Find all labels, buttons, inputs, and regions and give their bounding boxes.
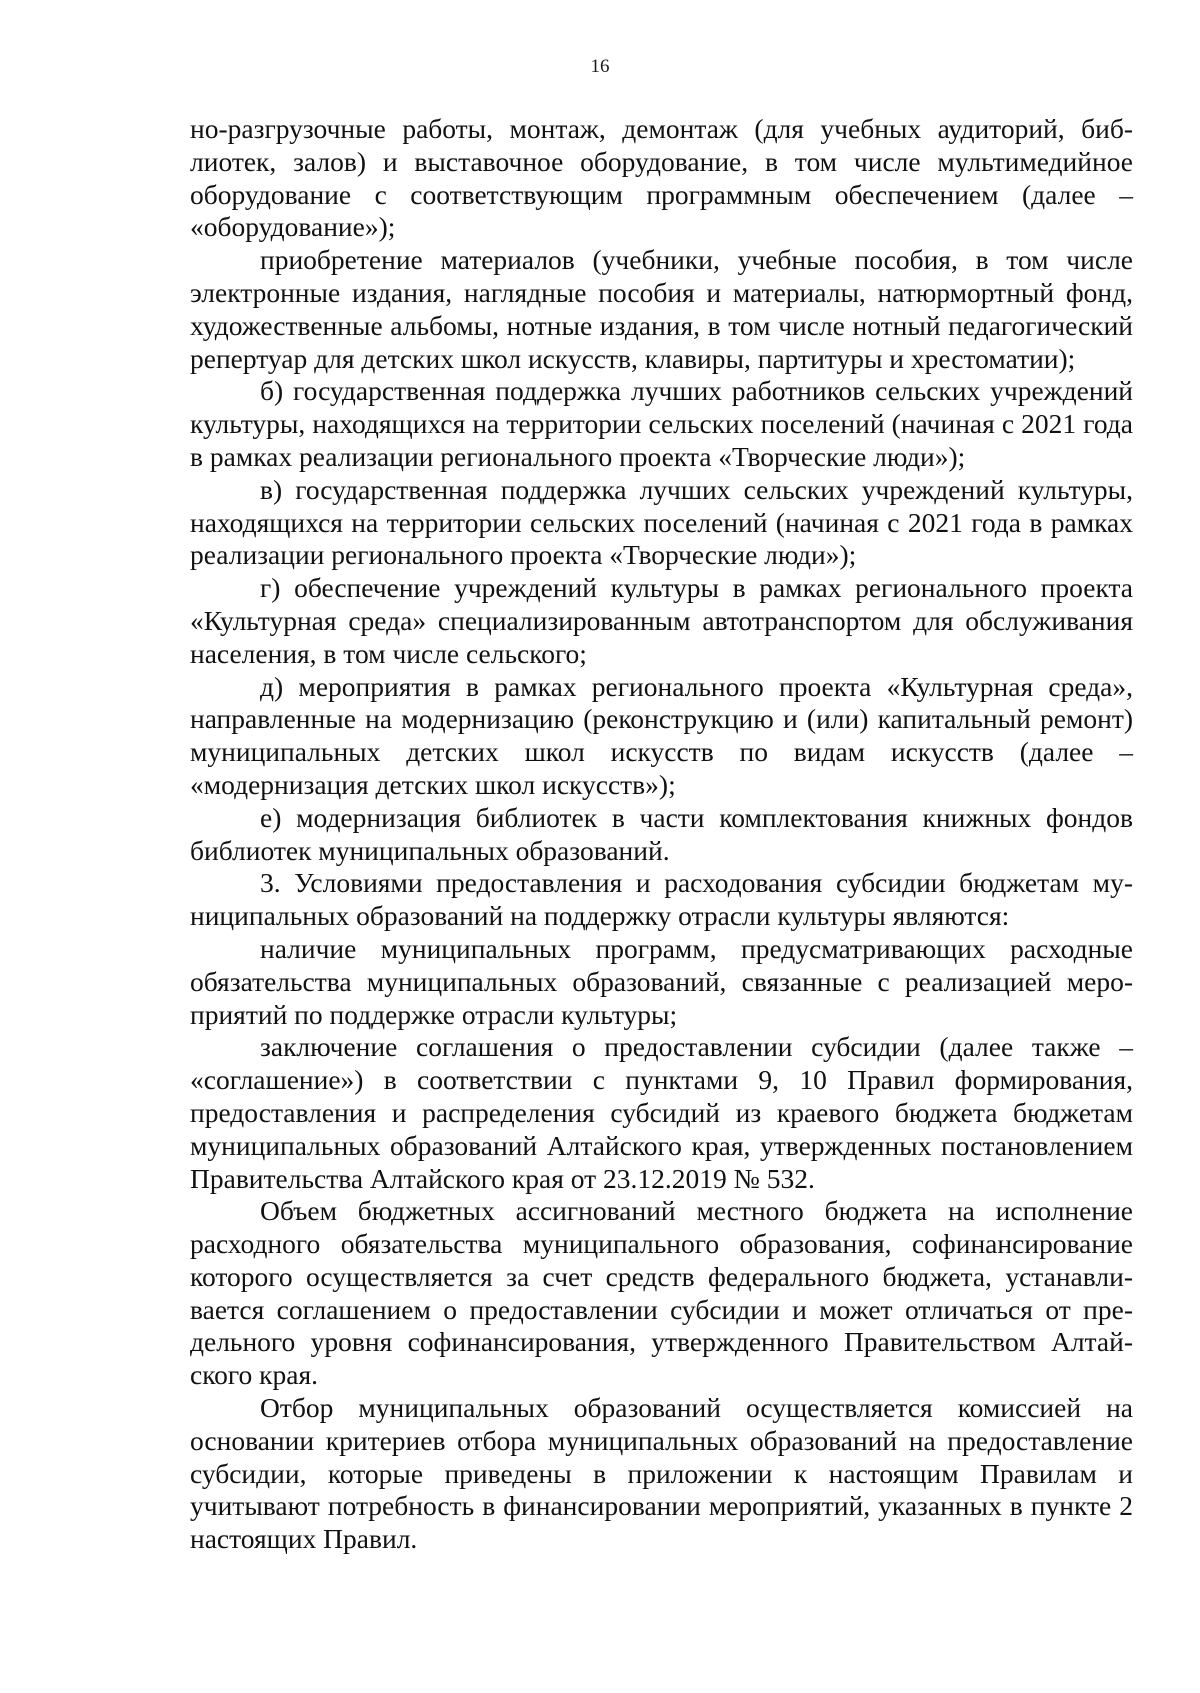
paragraph-item-b: б) государственная поддержка лучших работников сельских учреждений культуры, находящихся на территории сельских поселений (начиная с 2021 года в рамках реализации регионального проекта «Творческие люди»); xyxy=(190,375,1133,472)
paragraph-programs: наличие муниципальных программ, предусматривающих расходные обязательства муниципальных образований, связанные с реализацией мероприятий по поддержке отрасли культуры; xyxy=(190,932,1133,1030)
paragraph-budget-volume: Объем бюджетных ассигнований местного бюджета на исполнение расходного обязательства муниципального образования, софинансирование которого осуществляется за счет средств федерального бюджета, устанавливается соглашением о предоставлении субсидии и может отличаться от предельного уровня софинансирования, утвержденного Правительством Алтайского края. xyxy=(190,1195,1133,1391)
paragraph-item-v: в) государственная поддержка лучших сельских учреждений культуры, находящихся на территории сельских поселений (начиная с 2021 года в рамках реализации регионального проекта «Творческие люди»); xyxy=(190,473,1133,571)
document-body xyxy=(190,113,1133,1556)
paragraph-section-3: 3. Условиями предоставления и расходования субсидии бюджетам муниципальных образований на поддержку отрасли культуры являются: xyxy=(190,867,1133,932)
paragraph-materials: приобретение материалов (учебники, учебные пособия, в том числе электронные издания, наглядные пособия и материалы, натюрмортный фонд, художественные альбомы, нотные издания, в том числе нотный педагогический репертуар для детских школ искусств, клавиры, партитуры и хрестоматии); xyxy=(190,244,1133,374)
paragraph-item-g: г) обеспечение учреждений культуры в рамках регионального проекта «Культурная среда» специализированным автотранспортом для обслуживания населения, в том числе сельского; xyxy=(190,572,1133,669)
paragraph-item-d: д) мероприятия в рамках регионального проекта «Культурная среда», направленные на модернизацию (реконструкцию и (или) капитальный ремонт) муниципальных детских школ искусств по видам искусств (далее – «модернизация детских школ искусств»); xyxy=(190,670,1133,800)
paragraph-item-e: е) модернизация библиотек в части комплектования книжных фондов библиотек муниципальных образований. xyxy=(190,801,1133,866)
paragraph-selection: Отбор муниципальных образований осуществляется комиссией на основании критериев отбора муниципальных образований на предоставление субсидии, которые приведены в приложении к настоящим Правилам и учитывают потребность в финансировании мероприятий, указанных в пункте 2 настоящих Правил. xyxy=(190,1392,1133,1555)
paragraph-equipment-continued: но-разгрузочные работы, монтаж, демонтаж (для учебных аудиторий, библиотек, залов) и выставочное оборудование, в том числе мультимедийное оборудование с соответствующим программным обеспечением (далее – «оборудование»); xyxy=(190,113,1133,243)
paragraph-agreement: заключение соглашения о предоставлении субсидии (далее также – «соглашение») в соответствии с пунктами 9, 10 Правил формирования, предоставления и распределения субсидий из краевого бюджета бюджетам муниципальных образований Алтайского края, утвержденных постановлением Правительства Алтайского края от 23.12.2019 № 532. xyxy=(190,1031,1133,1194)
page-number: 16 xyxy=(590,56,610,77)
